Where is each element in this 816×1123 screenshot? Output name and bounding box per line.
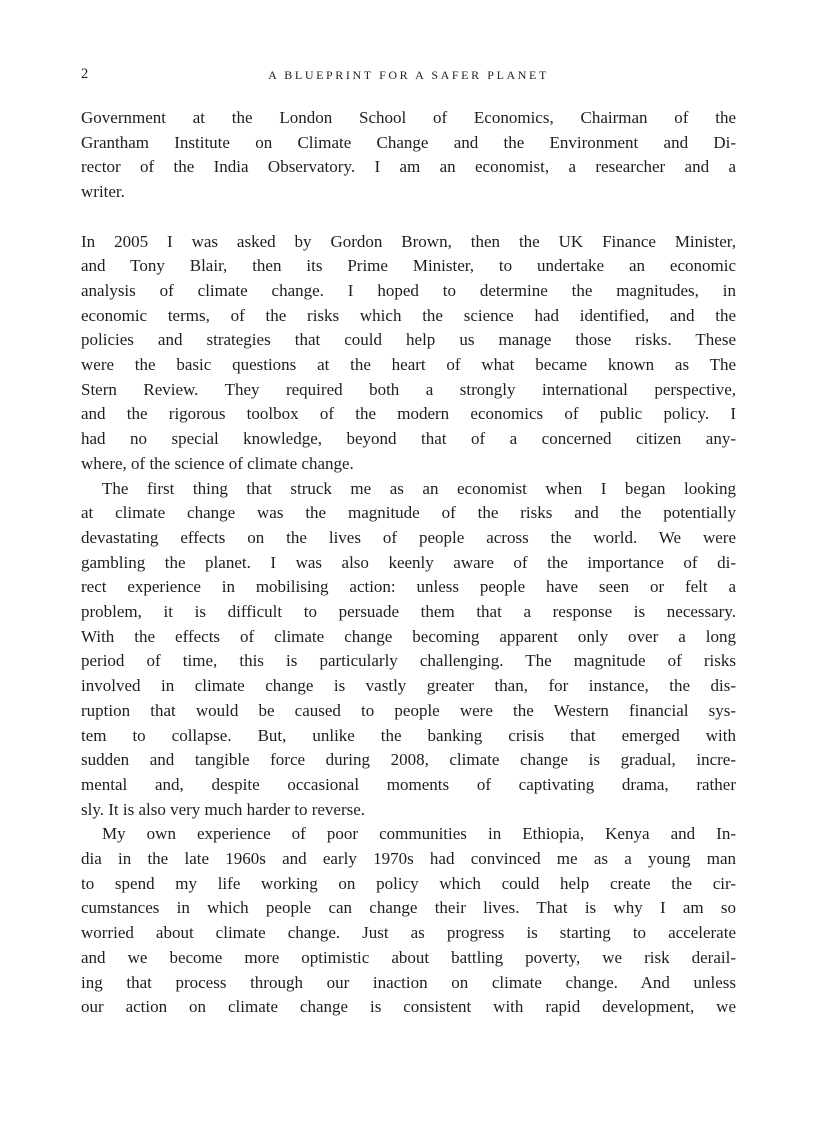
text-line: mental and, despite occasional moments of captivating drama, rather [81, 774, 736, 794]
text-line: writer. [81, 182, 125, 202]
text-line: dia in the late 1960s and early 1970s had convinced me as a young man [81, 849, 736, 869]
text-line: ruption that would be caused to people were the Western financial sys- [81, 700, 736, 720]
text-line: Stern Review. They required both a strongly international perspective, [81, 379, 736, 399]
text-line: were the basic questions at the heart of what became known as The [81, 355, 736, 375]
page-number: 2 [81, 66, 89, 82]
text-line: at climate change was the magnitude of the risks and the potentially [81, 503, 736, 523]
paragraph [81, 230, 736, 477]
text-line: rector of the India Observatory. I am an economist, a researcher and a [81, 157, 736, 177]
text-line: and the rigorous toolbox of the modern economics of public policy. I [81, 404, 736, 424]
text-line: cumstances in which people can change their lives. That is why I am so [81, 898, 736, 918]
paragraph [81, 477, 736, 823]
text-line: and we become more optimistic about battling poverty, we risk derail- [81, 947, 736, 967]
text-line: involved in climate change is vastly greater than, for instance, the dis- [81, 676, 736, 696]
text-line: our action on climate change is consistent with rapid development, we [81, 997, 736, 1017]
text-line: period of time, this is particularly challenging. The magnitude of risks [81, 651, 736, 671]
text-line: problem, it is difficult to persuade them that a response is necessary. [81, 602, 736, 622]
text-line: Grantham Institute on Climate Change and the Environment and Di- [81, 132, 736, 152]
text-line: where, of the science of climate change. [81, 453, 354, 473]
text-line: The first thing that struck me as an economist when I began looking [102, 478, 736, 498]
text-line: rect experience in mobilising action: unless people have seen or felt a [81, 577, 736, 597]
page-header [81, 66, 736, 86]
text-line: gambling the planet. I was also keenly aware of the importance of di- [81, 552, 736, 572]
text-line: ing that process through our inaction on climate change. And unless [81, 972, 736, 992]
text-line: and Tony Blair, then its Prime Minister, to undertake an economic [81, 256, 736, 276]
text-line: With the effects of climate change becoming apparent only over a long [81, 626, 736, 646]
text-line: devastating effects on the lives of people across the world. We were [81, 527, 736, 547]
text-line: analysis of climate change. I hoped to determine the magnitudes, in [81, 280, 736, 300]
paragraph [81, 822, 736, 1020]
text-line: sudden and tangible force during 2008, climate change is gradual, incre- [81, 750, 736, 770]
text-line: worried about climate change. Just as progress is starting to accelerate [81, 923, 736, 943]
text-line: My own experience of poor communities in Ethiopia, Kenya and In- [102, 824, 736, 844]
text-line: to spend my life working on policy which could help create the cir- [81, 873, 736, 893]
running-head: A BLUEPRINT FOR A SAFER PLANET [268, 68, 549, 82]
text-line: sly. It is also very much harder to reverse. [81, 799, 366, 819]
text-line: policies and strategies that could help us manage those risks. These [81, 330, 736, 350]
paragraph [81, 106, 736, 205]
text-line: economic terms, of the risks which the science had identified, and the [81, 305, 736, 325]
text-line: had no special knowledge, beyond that of a concerned citizen any- [81, 429, 736, 449]
text-line: In 2005 I was asked by Gordon Brown, then the UK Finance Minister, [81, 231, 736, 251]
body-text [81, 106, 736, 1020]
text-line: tem to collapse. But, unlike the banking crisis that emerged with [81, 725, 736, 745]
text-line: Government at the London School of Economics, Chairman of the [81, 108, 736, 127]
